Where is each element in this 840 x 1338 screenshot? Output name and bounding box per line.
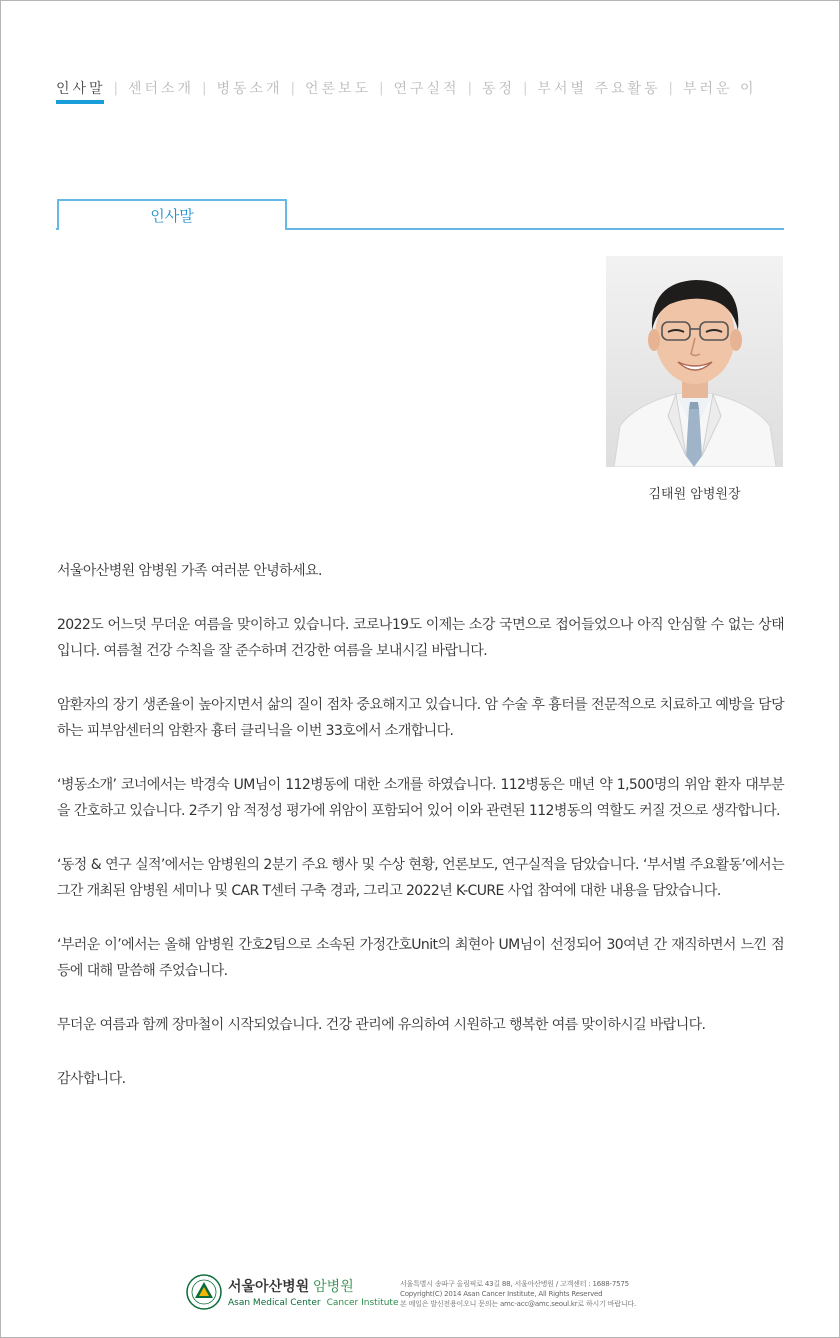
footer-info bbox=[400, 1279, 636, 1309]
letter-paragraph: ‘부러운 이’에서는 올해 암병원 간호2팀으로 소속된 가정간호Unit의 최현아 UM님이 선정되어 30여년 간 재직하면서 느낀 점 등에 대해 말씀해 주었습니다. bbox=[57, 937, 784, 979]
director-photo bbox=[606, 256, 783, 467]
letter-paragraph: 서울아산병원 암병원 가족 여러분 안녕하세요. bbox=[57, 563, 322, 579]
letter-paragraph: 무더운 여름과 함께 장마철이 시작되었습니다. 건강 관리에 유의하여 시원하고 행복한 여름 맞이하시길 바랍니다. bbox=[57, 1017, 706, 1033]
nav-separator: | bbox=[668, 80, 673, 96]
letter-paragraph: ‘동정 & 연구 실적’에서는 암병원의 2분기 주요 행사 및 수상 현황, 언론보도, 연구실적을 담았습니다. ‘부서별 주요활동’에서는 그간 개최된 암병원 세미나 및 CAR T센터 구축 경과, 그리고 2022년 K-CURE 사업 참여에 대한 내용을 담았습니다. bbox=[57, 857, 784, 899]
section-title: 인사말 bbox=[57, 199, 287, 230]
nav-item-press[interactable]: 언론보도 bbox=[304, 81, 372, 97]
letter-paragraph: ‘병동소개’ 코너에서는 박경숙 UM님이 112병동에 대한 소개를 하였습니다. 112병동은 매년 약 1,500명의 위암 환자 대부분을 간호하고 있습니다. 2주기 암 적정성 평가에 위암이 포함되어 있어 이와 관련된 112병동의 역할도 커질 것으로 생각합니다. bbox=[57, 777, 784, 819]
brand-name-en: Asan Medical Center bbox=[228, 1298, 321, 1308]
brand-cancer-ko: 암병원 bbox=[313, 1279, 354, 1295]
brand-wordmark bbox=[228, 1276, 399, 1308]
brand-cancer-en: Cancer Institute bbox=[326, 1298, 399, 1308]
footer-address: 서울특별시 송파구 올림픽로 43길 88, 서울아산병원 / 고객센터 : 1688-7575 bbox=[400, 1280, 629, 1288]
director-caption: 김태원 암병원장 bbox=[648, 487, 741, 502]
letter-paragraph: 암환자의 장기 생존율이 높아지면서 삶의 질이 점차 중요해지고 있습니다. 암 수술 후 흉터를 전문적으로 치료하고 예방을 담당하는 피부암센터의 암환자 흉터 클리닉을 이번 33호에서 소개합니다. bbox=[57, 697, 784, 739]
asan-logo-icon[interactable] bbox=[186, 1274, 222, 1310]
nav-item-center-intro[interactable]: 센터소개 bbox=[127, 81, 195, 97]
footer bbox=[186, 1274, 666, 1314]
nav-separator: | bbox=[467, 80, 472, 96]
letter-paragraph: 2022도 어느덧 무더운 여름을 맞이하고 있습니다. 코로나19도 이제는 소강 국면으로 접어들었으나 아직 안심할 수 없는 상태입니다. 여름철 건강 수칙을 잘 준수하며 건강한 여름을 보내시길 바랍니다. bbox=[57, 617, 784, 659]
top-navigation bbox=[56, 76, 784, 100]
director-portrait-illustration bbox=[606, 256, 783, 467]
nav-item-greeting[interactable]: 인사말 bbox=[56, 78, 106, 98]
footer-copyright: Copyright(C) 2014 Asan Cancer Institute, All Rights Reserved bbox=[400, 1290, 603, 1298]
nav-separator: | bbox=[379, 80, 384, 96]
nav-item-envied-one[interactable]: 부러운 이 bbox=[682, 81, 757, 97]
nav-separator: | bbox=[202, 80, 207, 96]
greeting-letter bbox=[57, 558, 784, 1120]
nav-separator: | bbox=[523, 80, 528, 96]
nav-item-ward-intro[interactable]: 병동소개 bbox=[216, 81, 283, 97]
footer-notice: 본 메일은 발신전용이오니 문의는 amc-acc@amc.seoul.kr로 하시기 바랍니다. bbox=[400, 1300, 636, 1308]
nav-separator: | bbox=[290, 80, 295, 96]
letter-paragraph: 감사합니다. bbox=[57, 1071, 126, 1087]
nav-item-dept-activities[interactable]: 부서별 주요활동 bbox=[537, 81, 661, 97]
nav-item-research[interactable]: 연구실적 bbox=[393, 81, 460, 97]
nav-item-news[interactable]: 동정 bbox=[481, 81, 516, 97]
nav-separator: | bbox=[113, 80, 118, 96]
brand-name-ko: 서울아산병원 bbox=[228, 1279, 310, 1295]
